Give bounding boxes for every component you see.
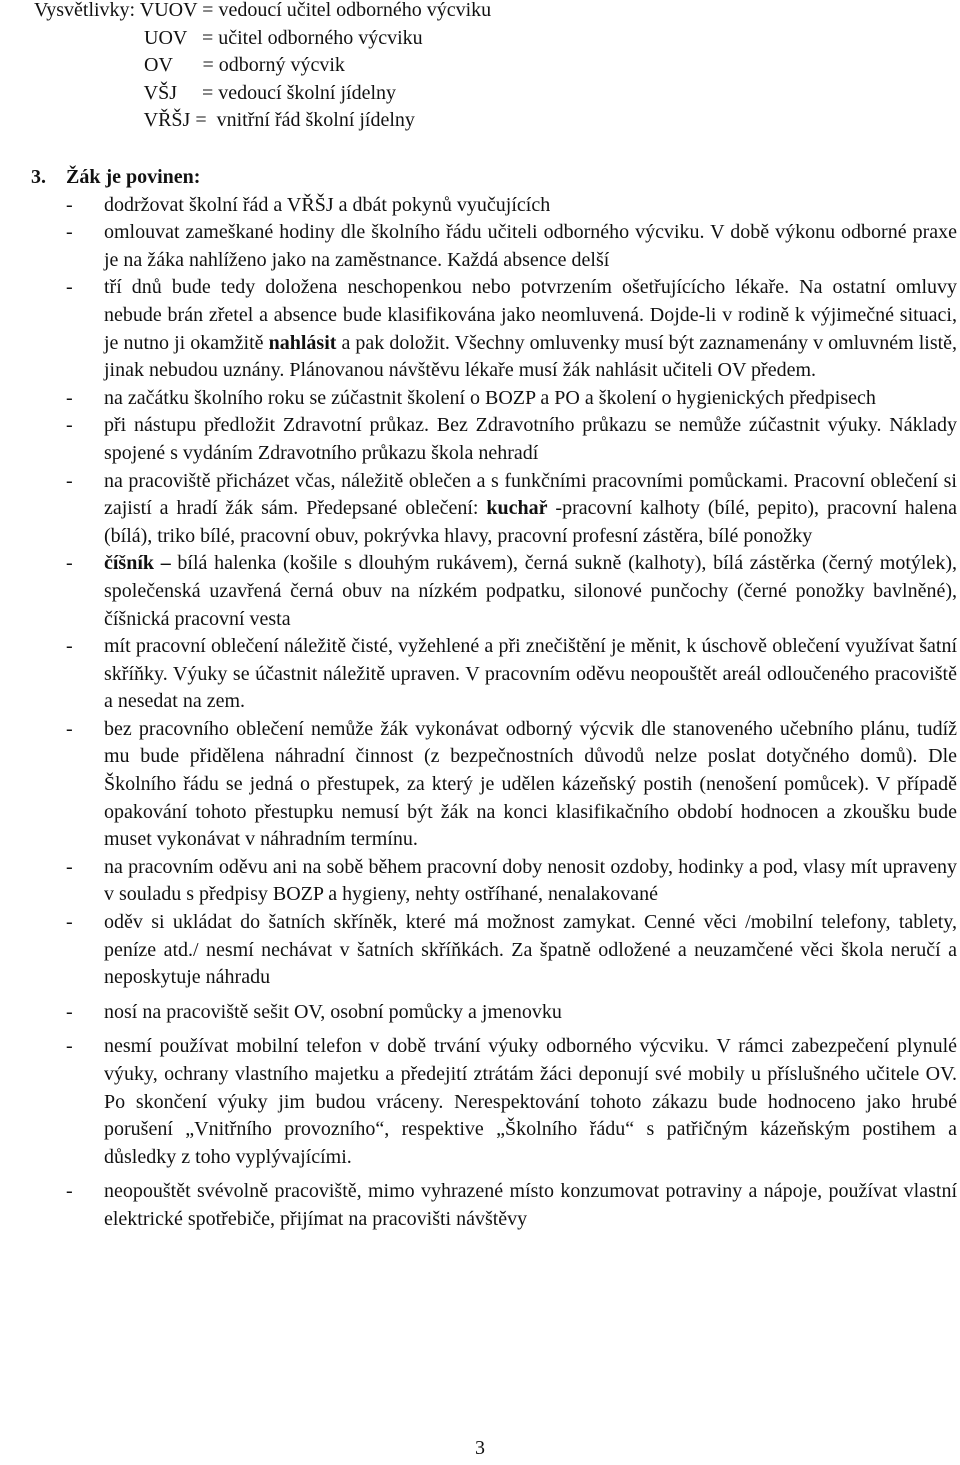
list-item (31, 385, 957, 413)
item-text: na pracovním oděvu ani na sobě během pracovní doby nenosit ozdoby, hodinky a pod, vlasy mít upraveny v souladu s předpisy BOZP a hygieny, nehty ostříhané, nenalakované (104, 855, 957, 906)
item-text: na pracoviště přicházet včas, náležitě oblečen a s funkčními pracovními pomůckami. Pracovní oblečení si zajistí a hradí žák sám. Předepsané oblečení: (104, 469, 957, 520)
item-text: na začátku školního roku se zúčastnit školení o BOZP a PO a školení o hygienických předpisech (104, 386, 876, 409)
section-title: Žák je povinen: (66, 166, 201, 188)
list-item (31, 716, 957, 854)
item-text: nosí na pracoviště sešit OV, osobní pomůcky a jmenovku (104, 1000, 562, 1023)
legend-row: OV = odborný výcvik (34, 54, 345, 77)
bullet-dash: - (66, 552, 73, 575)
item-text: nesmí používat mobilní telefon v době trvání výuky odborného výcviku. V rámci zabezpečení plynulé výuky, ochrany vlastního majetku a předejití ztrátám žáci deponují své mobily u příslušného učitele OV. Po skončení výuky jim budou vráceny. Nerespektování tohoto zákazu bude hodnoceno jako hrubé porušení „Vnitřního provozního“, respektive „Školního řádu“ s patřičným kázeňským postihem a důsledky z toho vyplývajícími. (104, 1035, 957, 1168)
item-text: a pak doložit. Všechny omluvenky musí být zaznamenány v omluvném listě, jinak nebudou uznány. Plánovanou návštěvu lékaře musí žák nahlásit učiteli OV předem. (104, 331, 958, 382)
bullet-dash: - (66, 855, 73, 878)
list-item (31, 909, 957, 992)
item-text: -pracovní kalhoty (bílé, pepito), pracovní halena (bílá), triko bílé, pracovní obuv, pokrývka hlavy, pracovní profesní zástěra, bílé ponožky (104, 497, 957, 547)
item-text: omlouvat zameškané hodiny dle školního řádu učiteli odborného výcviku. V době výkonu odborné praxe je na žáka nahlíženo jako na zaměstnance. Každá absence delší (104, 221, 957, 271)
legend-row: Vysvětlivky: VUOV = vedoucí učitel odborného výcviku (34, 0, 492, 21)
item-text: dodržovat školní řád a VŘŠJ a dbát pokynů vyučujících (104, 193, 551, 216)
item-text: mít pracovní oblečení náležitě čisté, vyžehlené a při znečištění je měnit, k úschově oblečení využívat šatní skříňky. Výuky se účastnit náležitě upraven. V pracovním oděvu neopouštět areál odloučeného pracoviště a nesedat na zem. (104, 635, 957, 713)
list-item (31, 1178, 957, 1233)
bullet-dash: - (66, 1000, 73, 1023)
list-item (31, 219, 957, 274)
bullet-dash: - (66, 386, 73, 409)
legend-row: UOV = učitel odborného výcviku (34, 26, 423, 49)
item-text: oděv si ukládat do šatních skříněk, které má možnost zamykat. Cenné věci /mobilní telefony, tablety, peníze atd./ nesmí nechávat v šatních skříňkách. Za špatně odložené a neuzamčené věci škola neručí a neposkytuje náhradu (104, 911, 957, 989)
item-text: neopouštět svévolně pracoviště, mimo vyhrazené místo konzumovat potraviny a nápoje, používat vlastní elektrické spotřebiče, přijímat na pracovišti návštěvy (104, 1180, 957, 1230)
bullet-dash: - (66, 414, 73, 437)
list-item (31, 854, 957, 909)
list-item (31, 1033, 957, 1171)
bullet-dash: - (66, 1180, 73, 1203)
item-bold-text: číšník – (104, 552, 171, 575)
item-bold-text: nahlásit (268, 331, 337, 354)
item-text: tří dnů bude tedy doložena neschopenkou nebo potvrzením ošetřujícícho lékaře. Na ostatní omluvy nebude brán zřetel a absence bude klasifikována jako neomluvená. Dojde-li v rodině k výjimečné situaci, je nutno ji okamžitě (104, 276, 957, 354)
list-item (31, 633, 957, 716)
legend-row: VŠJ = vedoucí školní jídelny (34, 81, 397, 104)
section-number: 3. (31, 166, 46, 188)
list-item (31, 468, 957, 551)
legend-row: VŘŠJ = vnitřní řád školní jídelny (34, 109, 415, 132)
bullet-dash: - (66, 717, 73, 740)
bullet-dash: - (66, 635, 73, 658)
legend-block (34, 0, 491, 135)
bullet-dash: - (66, 193, 73, 216)
bullet-dash: - (66, 469, 73, 492)
item-bold-text: kuchař (486, 497, 548, 520)
item-text: bez pracovního oblečení nemůže žák vykonávat odborný výcvik dle stanoveného učebního plánu, tudíž mu bude přidělena náhradní činnost (z bezpečnostních důvodů nelze poslat dotyčného domů). Dle Školního řádu se jedná o přestupek, za který je udělen kázeňský postih (nenošení pomůcek). V případě opakování tohoto přestupku nemusí být žák na konci klasifikačního období hodnocen a zkoušku bude muset vykonávat v náhradním termínu. (104, 717, 957, 851)
section-3 (31, 164, 957, 1234)
list-item (31, 412, 957, 467)
item-text: při nástupu předložit Zdravotní průkaz. Bez Zdravotního průkazu se nemůže zúčastnit výuky. Náklady spojené s vydáním Zdravotního průkazu škola nehradí (104, 414, 957, 464)
list-item (31, 999, 957, 1027)
list-item (31, 274, 957, 384)
bullet-dash: - (66, 276, 73, 299)
list-item (31, 192, 957, 220)
obligations-list (31, 192, 957, 1234)
item-text: bílá halenka (košile s dlouhým rukávem), černá sukně (kalhoty), bílá zástěrka (černý motýlek), společenská uzavřená černá obuv na nízkém podpatku, silonové punčochy (černé ponožky bavlněné), číšnická pracovní vesta (104, 552, 957, 630)
bullet-dash: - (66, 911, 73, 934)
page-number: 3 (475, 1437, 485, 1459)
bullet-dash: - (66, 1035, 73, 1058)
bullet-dash: - (66, 221, 73, 244)
section-heading (31, 164, 957, 192)
list-item (31, 550, 957, 633)
